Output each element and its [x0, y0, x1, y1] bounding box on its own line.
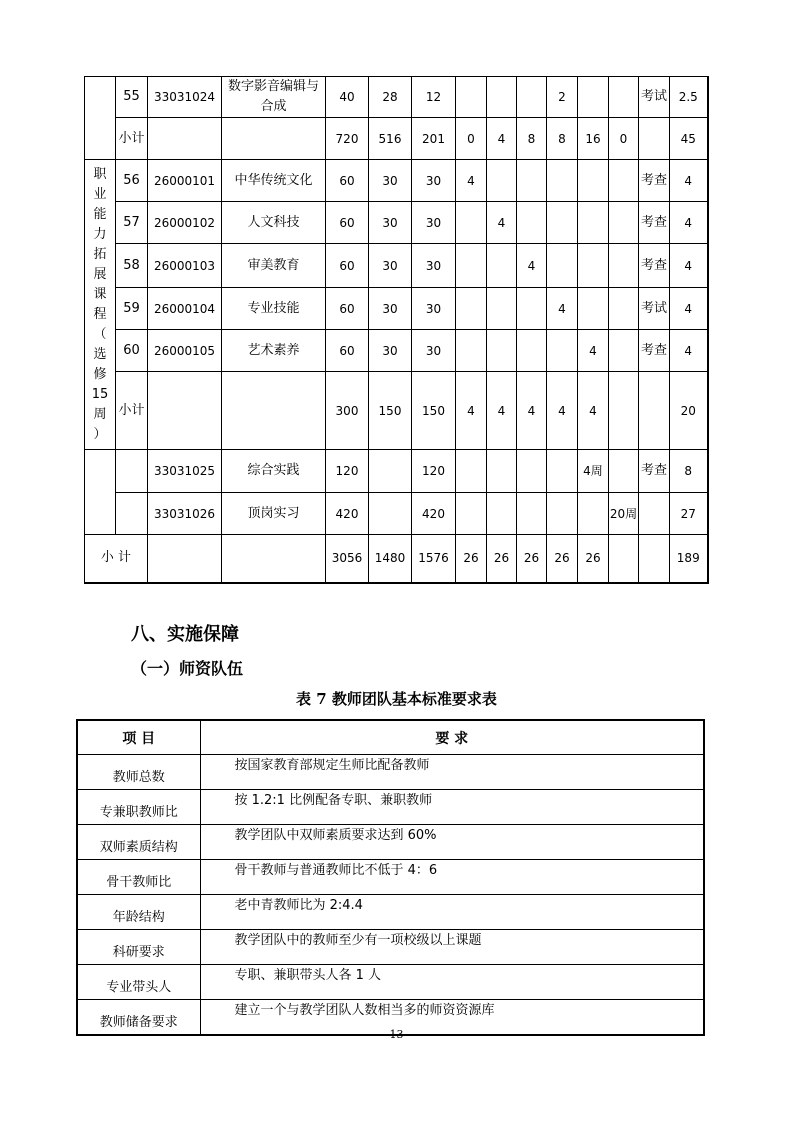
requirement-text: 教学团队中双师素质要求达到 60% — [200, 825, 704, 860]
course-row — [85, 288, 708, 330]
total-label: 小 计 — [85, 535, 148, 583]
course-row — [85, 244, 708, 288]
requirement-text: 建立一个与教学团队人数相当多的师资资源库 — [200, 1000, 704, 1036]
course-s4 — [547, 202, 578, 244]
course-s3 — [517, 493, 547, 535]
course-no: 57 — [116, 202, 148, 244]
course-s2 — [487, 160, 517, 202]
section-heading: 八、实施保障 — [131, 624, 239, 645]
requirement-item: 年龄结构 — [77, 895, 200, 930]
course-total: 60 — [326, 244, 369, 288]
course-s4: 2 — [547, 77, 578, 118]
course-table — [84, 76, 709, 584]
course-s5: 4 — [578, 372, 609, 450]
total-s6 — [609, 535, 639, 583]
course-s1 — [456, 450, 487, 493]
course-total: 60 — [326, 330, 369, 372]
course-no — [116, 493, 148, 535]
course-practice: 30 — [412, 330, 456, 372]
course-s1 — [456, 202, 487, 244]
course-name: 数字影音编辑与合成 — [222, 77, 326, 118]
total-assess — [639, 535, 670, 583]
course-code: 33031025 — [148, 450, 222, 493]
requirement-item: 教师总数 — [77, 755, 200, 790]
course-no: 小计 — [116, 118, 148, 160]
total-total: 3056 — [326, 535, 369, 583]
course-assess: 考查 — [639, 450, 670, 493]
course-credit: 4 — [670, 288, 708, 330]
course-s4 — [547, 244, 578, 288]
course-code: 26000105 — [148, 330, 222, 372]
course-s2 — [487, 450, 517, 493]
course-total: 40 — [326, 77, 369, 118]
course-s1 — [456, 77, 487, 118]
course-theory — [369, 493, 412, 535]
course-theory: 30 — [369, 244, 412, 288]
course-credit: 20 — [670, 372, 708, 450]
course-s2: 4 — [487, 118, 517, 160]
course-s6 — [609, 202, 639, 244]
course-assess: 考查 — [639, 202, 670, 244]
course-credit: 8 — [670, 450, 708, 493]
course-total: 720 — [326, 118, 369, 160]
course-theory: 30 — [369, 202, 412, 244]
course-assess — [639, 372, 670, 450]
total-s3: 26 — [517, 535, 547, 583]
course-s1 — [456, 330, 487, 372]
course-theory: 516 — [369, 118, 412, 160]
course-s6 — [609, 160, 639, 202]
course-assess — [639, 118, 670, 160]
course-theory: 28 — [369, 77, 412, 118]
course-s1: 4 — [456, 160, 487, 202]
course-row — [85, 450, 708, 493]
course-row — [85, 493, 708, 535]
requirement-row — [77, 755, 704, 790]
header-requirement: 要 求 — [200, 720, 704, 755]
course-code: 33031024 — [148, 77, 222, 118]
course-no: 59 — [116, 288, 148, 330]
requirement-text: 骨干教师与普通教师比不低于 4：6 — [200, 860, 704, 895]
course-credit: 4 — [670, 330, 708, 372]
course-total: 60 — [326, 288, 369, 330]
total-practice: 1576 — [412, 535, 456, 583]
course-s4: 4 — [547, 372, 578, 450]
course-s3 — [517, 450, 547, 493]
course-no — [116, 450, 148, 493]
course-theory: 30 — [369, 288, 412, 330]
requirement-text: 教学团队中的教师至少有一项校级以上课题 — [200, 930, 704, 965]
course-s2 — [487, 288, 517, 330]
course-s5: 4周 — [578, 450, 609, 493]
course-code: 26000102 — [148, 202, 222, 244]
table7-header-row — [77, 720, 704, 755]
course-theory: 150 — [369, 372, 412, 450]
course-assess: 考试 — [639, 77, 670, 118]
course-no: 小计 — [116, 372, 148, 450]
requirement-text: 按 1.2:1 比例配备专职、兼职教师 — [200, 790, 704, 825]
requirement-row — [77, 790, 704, 825]
course-name: 审美教育 — [222, 244, 326, 288]
course-s5 — [578, 288, 609, 330]
course-s4: 4 — [547, 288, 578, 330]
course-s5 — [578, 160, 609, 202]
course-total: 60 — [326, 160, 369, 202]
course-s2 — [487, 77, 517, 118]
course-name: 综合实践 — [222, 450, 326, 493]
course-credit: 4 — [670, 160, 708, 202]
course-practice: 12 — [412, 77, 456, 118]
group-label: 职 业 能 力 拓 展 课 程 （ 选 修 15 周 ） — [85, 160, 116, 450]
total-row — [85, 535, 708, 583]
course-name: 人文科技 — [222, 202, 326, 244]
course-theory — [369, 450, 412, 493]
course-s2 — [487, 330, 517, 372]
course-code: 26000101 — [148, 160, 222, 202]
requirement-item: 双师素质结构 — [77, 825, 200, 860]
course-practice: 150 — [412, 372, 456, 450]
requirement-row — [77, 860, 704, 895]
course-s2 — [487, 493, 517, 535]
course-s4: 8 — [547, 118, 578, 160]
course-assess: 考查 — [639, 330, 670, 372]
course-name: 专业技能 — [222, 288, 326, 330]
course-s6: 20周 — [609, 493, 639, 535]
course-practice: 30 — [412, 160, 456, 202]
course-practice: 30 — [412, 202, 456, 244]
course-credit: 4 — [670, 202, 708, 244]
subsection-heading: （一）师资队伍 — [131, 659, 244, 678]
course-s6 — [609, 450, 639, 493]
course-s5 — [578, 202, 609, 244]
course-total: 300 — [326, 372, 369, 450]
course-s5 — [578, 244, 609, 288]
course-total: 60 — [326, 202, 369, 244]
course-s1: 4 — [456, 372, 487, 450]
requirement-item: 教师储备要求 — [77, 1000, 200, 1036]
total-s1: 26 — [456, 535, 487, 583]
total-s2: 26 — [487, 535, 517, 583]
course-practice: 420 — [412, 493, 456, 535]
course-s5 — [578, 77, 609, 118]
course-s1: 0 — [456, 118, 487, 160]
table7-caption: 表 7 教师团队基本标准要求表 — [296, 690, 497, 708]
group-cell-bottom — [85, 450, 116, 535]
course-s2: 4 — [487, 372, 517, 450]
total-code — [148, 535, 222, 583]
course-row — [85, 330, 708, 372]
course-assess: 考试 — [639, 288, 670, 330]
requirement-item: 专业带头人 — [77, 965, 200, 1000]
course-credit: 4 — [670, 244, 708, 288]
course-total: 420 — [326, 493, 369, 535]
requirement-text: 老中青教师比为 2:4.4 — [200, 895, 704, 930]
course-no: 60 — [116, 330, 148, 372]
requirement-text: 按国家教育部规定生师比配备教师 — [200, 755, 704, 790]
course-row — [85, 372, 708, 450]
course-s6 — [609, 372, 639, 450]
course-s4 — [547, 450, 578, 493]
requirement-item: 骨干教师比 — [77, 860, 200, 895]
requirement-row — [77, 825, 704, 860]
course-s5: 4 — [578, 330, 609, 372]
course-practice: 201 — [412, 118, 456, 160]
course-theory: 30 — [369, 330, 412, 372]
teacher-requirements-table — [76, 719, 705, 1036]
course-s1 — [456, 288, 487, 330]
course-name: 中华传统文化 — [222, 160, 326, 202]
course-s6 — [609, 244, 639, 288]
course-no: 56 — [116, 160, 148, 202]
page-number: 13 — [389, 1028, 404, 1041]
requirement-item: 科研要求 — [77, 930, 200, 965]
course-s3: 8 — [517, 118, 547, 160]
course-code: 33031026 — [148, 493, 222, 535]
course-s6 — [609, 330, 639, 372]
course-practice: 120 — [412, 450, 456, 493]
total-s5: 26 — [578, 535, 609, 583]
course-assess: 考查 — [639, 244, 670, 288]
requirement-row — [77, 895, 704, 930]
total-credit: 189 — [670, 535, 708, 583]
requirement-row — [77, 930, 704, 965]
course-theory: 30 — [369, 160, 412, 202]
course-row — [85, 160, 708, 202]
course-s3 — [517, 330, 547, 372]
course-s3 — [517, 77, 547, 118]
course-credit: 2.5 — [670, 77, 708, 118]
course-assess — [639, 493, 670, 535]
total-s4: 26 — [547, 535, 578, 583]
course-s3: 4 — [517, 244, 547, 288]
course-practice: 30 — [412, 288, 456, 330]
course-name: 顶岗实习 — [222, 493, 326, 535]
header-item: 项 目 — [77, 720, 200, 755]
course-s4 — [547, 493, 578, 535]
course-total: 120 — [326, 450, 369, 493]
course-code — [148, 372, 222, 450]
course-s4 — [547, 160, 578, 202]
requirement-row — [77, 965, 704, 1000]
course-s6 — [609, 288, 639, 330]
course-no: 58 — [116, 244, 148, 288]
course-row — [85, 77, 708, 118]
course-practice: 30 — [412, 244, 456, 288]
course-name: 艺术素养 — [222, 330, 326, 372]
course-row — [85, 118, 708, 160]
course-row — [85, 202, 708, 244]
course-no: 55 — [116, 77, 148, 118]
course-s2: 4 — [487, 202, 517, 244]
course-name — [222, 372, 326, 450]
total-theory: 1480 — [369, 535, 412, 583]
course-credit: 27 — [670, 493, 708, 535]
course-s1 — [456, 493, 487, 535]
course-s6: 0 — [609, 118, 639, 160]
course-s4 — [547, 330, 578, 372]
requirement-item: 专兼职教师比 — [77, 790, 200, 825]
group-cell-top — [85, 77, 116, 160]
course-code — [148, 118, 222, 160]
course-s5 — [578, 493, 609, 535]
course-s3 — [517, 160, 547, 202]
course-s3 — [517, 202, 547, 244]
total-name — [222, 535, 326, 583]
course-code: 26000104 — [148, 288, 222, 330]
requirement-text: 专职、兼职带头人各 1 人 — [200, 965, 704, 1000]
course-s2 — [487, 244, 517, 288]
course-assess: 考查 — [639, 160, 670, 202]
course-s6 — [609, 77, 639, 118]
course-s1 — [456, 244, 487, 288]
course-s3 — [517, 288, 547, 330]
course-code: 26000103 — [148, 244, 222, 288]
course-credit: 45 — [670, 118, 708, 160]
course-name — [222, 118, 326, 160]
course-s5: 16 — [578, 118, 609, 160]
course-s3: 4 — [517, 372, 547, 450]
